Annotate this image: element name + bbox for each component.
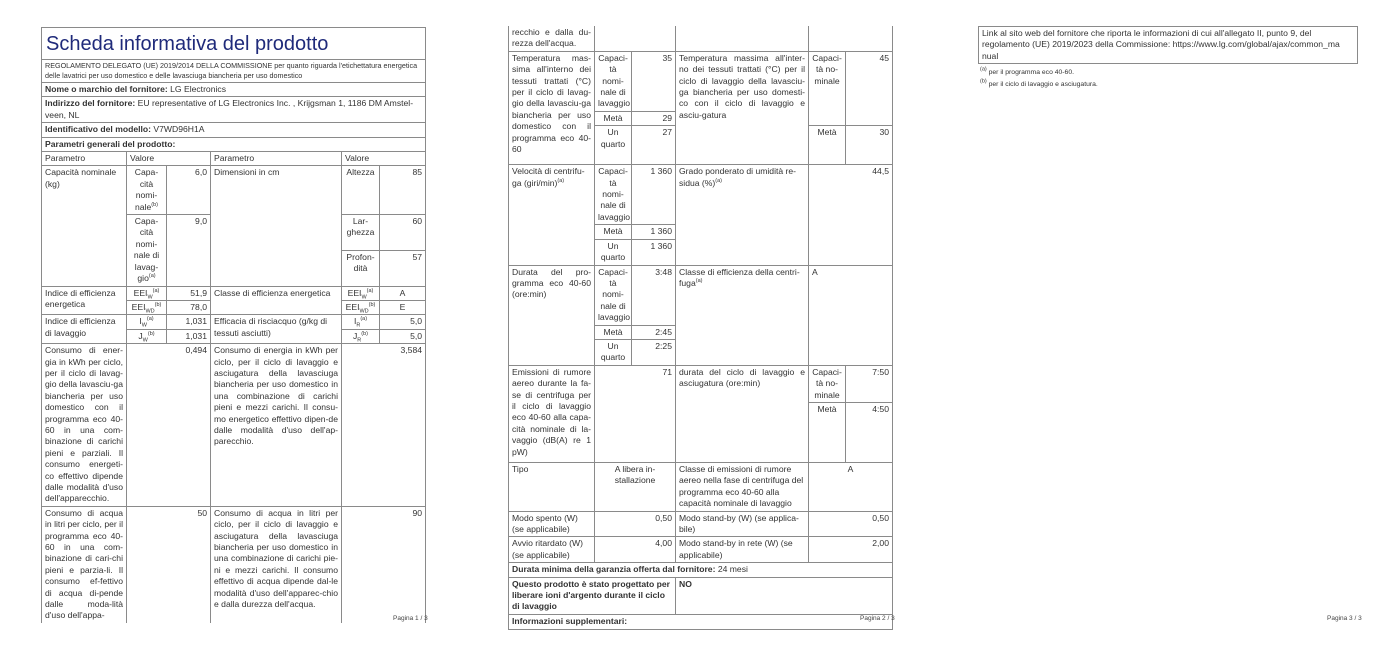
brand-row: Nome o marchio del fornitore: LG Electronics xyxy=(42,83,426,97)
duration-quarter-value: 2:25 xyxy=(632,339,676,365)
capacity-wash-label: Capa-cità nomi-nale$^{(b)}$ xyxy=(127,166,167,215)
header-value: Valore xyxy=(342,152,426,166)
off-mode-label: Modo spento (W) (se applicabile) xyxy=(509,511,595,537)
spin-class-label: Classe di efficienza della centri-fuga$^{(a)}$ xyxy=(676,265,809,365)
height-value: 85 xyxy=(380,166,426,215)
noise-class-value: A xyxy=(809,462,893,511)
moisture-value: 44,5 xyxy=(809,165,893,265)
wash-efficiency-label: Indice di efficienza di lavaggio xyxy=(42,315,127,344)
silver-ions-label: Questo prodotto è stato progettato per liberare ioni d'argento durante il ciclo di lavaggio xyxy=(509,577,676,614)
off-mode-value: 0,50 xyxy=(595,511,676,537)
delay-start-value: 4,00 xyxy=(595,537,676,563)
spin-speed-label: Velocità di centrifu-ga (giri/min)$^{(a)}$ xyxy=(509,165,595,265)
iw-value: 1,031 xyxy=(167,315,211,329)
footnote-a: $^{(a)}$ per il programma eco 40-60. xyxy=(980,66,1075,76)
supplier-link-box xyxy=(978,26,1358,64)
energy-wash-dry-value: 3,584 xyxy=(342,344,426,507)
temp-wash-label: Temperatura mas-sima all'interno dei tessuti trattati (°C) per il ciclo di lavag-gio della lavasciu-ga biancheria per uso domestico con il programma eco 40-60 xyxy=(509,51,595,164)
half-label: Metà xyxy=(595,225,632,239)
capacity-label: Capacità nominale (kg) xyxy=(42,166,127,286)
capacity-wash-value: 6,0 xyxy=(167,166,211,215)
width-label: Lar-ghezza xyxy=(342,215,380,251)
eeiwd-label: $EEI_{WD}^{(b)}$ xyxy=(127,300,167,314)
page-number-3: Pagina 3 / 3 xyxy=(1327,615,1362,622)
temp-wash-dry-full-value: 45 xyxy=(846,51,893,125)
eeiwd-value: 78,0 xyxy=(167,300,211,314)
quarter-label: Un quarto xyxy=(595,339,632,365)
type-label: Tipo xyxy=(509,462,595,511)
page-title: Scheda informativa del prodotto xyxy=(42,28,426,60)
capacity-label: Capaci-tà nomi-nale di lavaggio xyxy=(595,265,632,325)
page-2 xyxy=(508,26,893,630)
noise-class-label: Classe di emissioni di rumore aereo nella fase di centrifuga del programma eco 40-60 alla capacità nominale di lavaggio xyxy=(676,462,809,511)
network-standby-label: Modo stand-by in rete (W) (se applicabile) xyxy=(676,537,809,563)
half-label: Metà xyxy=(595,111,632,125)
product-info-table-p1 xyxy=(41,27,426,623)
quarter-label: Un quarto xyxy=(595,239,632,265)
water-wash-label: Consumo di acqua in litri per ciclo, per il programma eco 40-60 in una com-binazione di cari-chi pieni e parzia-li. Il consumo ef-fettivo di acqua di-pende dalle moda-lità d'uso dell'appa- xyxy=(42,506,127,623)
capacity-label: Capaci-tà nomi-nale di lavaggio xyxy=(595,165,632,225)
address-row: Indirizzo del fornitore: EU representative of LG Electronics Inc. , Krijgsman 1, 1186 DM Amstel-veen, NL xyxy=(42,97,426,123)
eeiw-value: 51,9 xyxy=(167,286,211,300)
regulation-text: REGOLAMENTO DELEGATO (UE) 2019/2014 DELLA COMMISSIONE per quanto riguarda l'etichettatura energetica delle lavatrici per uso domestico e delle lavasciuga biancheria per uso domestico xyxy=(42,60,426,83)
standby-value: 0,50 xyxy=(809,511,893,537)
warranty-value: 24 mesi xyxy=(717,564,748,575)
temp-wash-dry-half-value: 30 xyxy=(846,126,893,165)
capacity-wash-dry-label: Capa-cità nomi-nale di lavag-gio$^{(a)}$ xyxy=(127,215,167,286)
eei-label: Indice di efficienza energetica xyxy=(42,286,127,315)
extra-info-label: Informazioni supplementari: xyxy=(509,614,893,629)
header-param: Parametro xyxy=(42,152,127,166)
model-row: Identificativo del modello: V7WD96H1A xyxy=(42,123,426,137)
type-value: A libera in-stallazione xyxy=(595,462,676,511)
header-value: Valore xyxy=(127,152,211,166)
water-wash-dry-label: Consumo di acqua in litri per ciclo, per il ciclo di lavaggio e asciugatura della lavasciuga biancheria per uso domestico in una combinazione di carichi pie-ni e mezzi carichi. Il consumo effettivo di acqua dipende dal-le modalità d'uso dell'apparec-chio e dalla durezza dell'acqua. xyxy=(211,506,342,623)
cycle-full-value: 7:50 xyxy=(846,365,893,402)
network-standby-value: 2,00 xyxy=(809,537,893,563)
jw-value: 1,031 xyxy=(167,329,211,343)
class-w-value: A xyxy=(380,286,426,300)
water-wash-dry-value: 90 xyxy=(342,506,426,623)
cycle-half-value: 4:50 xyxy=(846,402,893,462)
quarter-label: Un quarto xyxy=(595,126,632,165)
energy-wash-dry-label: Consumo di energia in kWh per ciclo, per il ciclo di lavaggio e asciugatura della lavasciuga biancheria per uso domestico in una combinazione di carichi pieni e mezzi carichi. Il consu-mo energetico effettivo dipen-de dalle modalità d'uso dell'ap-parecchio. xyxy=(211,344,342,507)
temp-wash-full-value: 35 xyxy=(632,51,676,111)
spin-class-value: A xyxy=(809,265,893,365)
continued-text: recchio e dalla du-rezza dell'acqua. xyxy=(509,26,595,51)
brand-value: LG Electronics xyxy=(170,84,226,94)
capacity-label: Capaci-tà nomi-nale di lavaggio xyxy=(595,51,632,111)
dimensions-label: Dimensioni in cm xyxy=(211,166,342,286)
model-value: V7WD96H1A xyxy=(153,124,205,135)
spin-half-value: 1 360 xyxy=(632,225,676,239)
warranty-row: Durata minima della garanzia offerta dal fornitore: 24 mesi xyxy=(509,563,893,577)
half-label: Metà xyxy=(809,126,846,165)
rinse-label: Efficacia di risciacquo (g/kg di tessuti asciutti) xyxy=(211,315,342,344)
depth-value: 57 xyxy=(380,250,426,286)
spin-quarter-value: 1 360 xyxy=(632,239,676,265)
half-label: Metà xyxy=(809,402,846,462)
temp-wash-dry-label: Temperatura massima all'inter-no dei tessuti trattati (°C) per il ciclo di lavaggio della lavasciu-ga biancheria per uso domesti-co con il ciclo di lavaggio e asciu-gatura xyxy=(676,51,809,164)
standby-label: Modo stand-by (W) (se applica-bile) xyxy=(676,511,809,537)
iw-label: $I_W^{(a)}$ xyxy=(127,315,167,329)
eeiw-label: $EEI_W^{(a)}$ xyxy=(127,286,167,300)
product-info-table-p2 xyxy=(508,26,893,630)
silver-ions-value: NO xyxy=(676,577,893,614)
supplier-link-text[interactable]: Link al sito web del fornitore che riporta le informazioni di cui all'allegato II, punto 9, del regolamento (UE) 2019/2023 della Commissione: https://www.lg.com/global/ajax/common_ma nual xyxy=(982,28,1340,61)
jr-value: 5,0 xyxy=(380,329,426,343)
ir-value: 5,0 xyxy=(380,315,426,329)
delay-start-label: Avvio ritardato (W) (se applicabile) xyxy=(509,537,595,563)
jw-label: $J_W^{(b)}$ xyxy=(127,329,167,343)
spin-full-value: 1 360 xyxy=(632,165,676,225)
header-param: Parametro xyxy=(211,152,342,166)
capacity-wash-dry-value: 9,0 xyxy=(167,215,211,286)
page-number-1: Pagina 1 / 3 xyxy=(393,615,428,622)
duration-full-value: 3:48 xyxy=(632,265,676,325)
ir-label: $I_R^{(a)}$ xyxy=(342,315,380,329)
general-params-heading: Parametri generali del prodotto: xyxy=(42,137,426,151)
noise-value: 71 xyxy=(595,365,676,462)
class-w-label: $EEI_W^{(a)}$ xyxy=(342,286,380,300)
water-wash-value: 50 xyxy=(127,506,211,623)
class-wd-label: $EEI_{WD}^{(b)}$ xyxy=(342,300,380,314)
duration-label: Durata del pro-gramma eco 40-60 (ore:min) xyxy=(509,265,595,365)
temp-wash-quarter-value: 27 xyxy=(632,126,676,165)
cycle-duration-label: durata del ciclo di lavaggio e asciugatura (ore:min) xyxy=(676,365,809,462)
footnote-b: $^{(b)}$ per il ciclo di lavaggio e asciugatura. xyxy=(980,78,1098,88)
moisture-label: Grado ponderato di umidità re-sidua (%)$^{(a)}$ xyxy=(676,165,809,265)
height-label: Altezza xyxy=(342,166,380,215)
address-value: EU representative of LG Electronics Inc. , Krijgsman 1, 1186 DM Amstel-veen, NL xyxy=(45,98,414,120)
energy-wash-label: Consumo di ener-gia in kWh per ciclo, per il ciclo di lavag-gio della lavasciu-ga biancheria per uso domestico con il programma eco 40-60 in una com-binazione di carichi pieni e parziali. Il consumo energeti-co effettivo dipende dalle modalità d'uso dell'apparecchio. xyxy=(42,344,127,507)
width-value: 60 xyxy=(380,215,426,251)
class-wd-value: E xyxy=(380,300,426,314)
noise-label: Emissioni di rumore aereo durante la fa-se di centrifuga per il ciclo di lavaggio eco 40-60 alla capa-cità nominale di la-vaggio (dB(A) re 1 pW) xyxy=(509,365,595,462)
jr-label: $J_R^{(b)}$ xyxy=(342,329,380,343)
depth-label: Profon-dità xyxy=(342,250,380,286)
page-1 xyxy=(41,27,426,623)
page-number-2: Pagina 2 / 3 xyxy=(860,615,895,622)
capacity-label: Capaci-tà no-minale xyxy=(809,51,846,125)
energy-wash-value: 0,494 xyxy=(127,344,211,507)
duration-half-value: 2:45 xyxy=(632,325,676,339)
half-label: Metà xyxy=(595,325,632,339)
capacity-label: Capaci-tà no-minale xyxy=(809,365,846,402)
energy-class-label: Classe di efficienza energetica xyxy=(211,286,342,315)
temp-wash-half-value: 29 xyxy=(632,111,676,125)
